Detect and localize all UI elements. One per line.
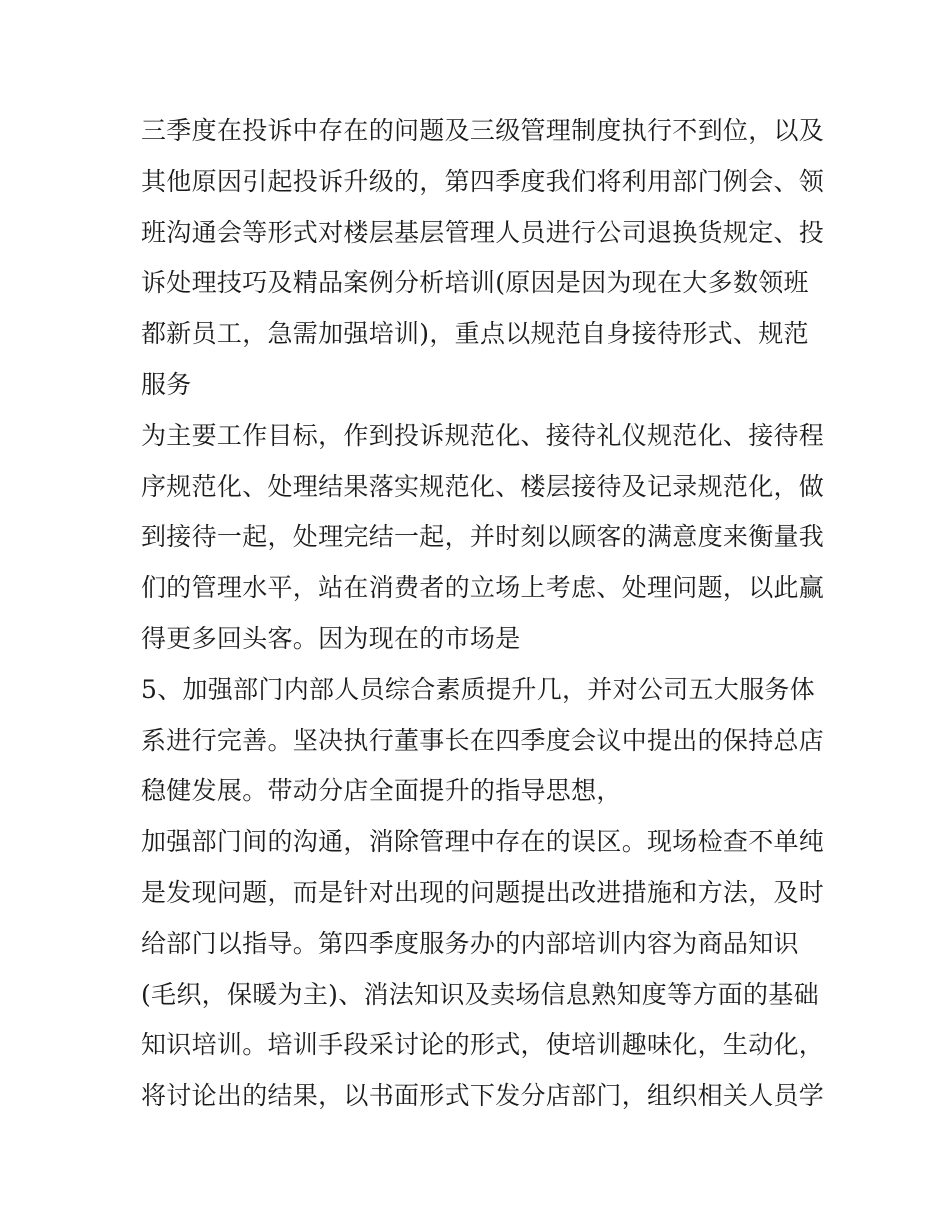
text-line: 班沟通会等形式对楼层基层管理人员进行公司退换货规定、投 [141,217,825,247]
text-line: 到接待一起，处理完结一起，并时刻以顾客的满意度来衡量我 [141,522,825,552]
body-text [141,106,831,1122]
text-line: 们的管理水平，站在消费者的立场上考虑、处理问题，以此赢 [141,573,825,603]
text-line: 诉处理技巧及精品案例分析培训(原因是因为现在大多数领班 [141,268,809,298]
text-line: 系进行完善。坚决执行董事长在四季度会议中提出的保持总店 [141,725,825,755]
text-line: 为主要工作目标，作到投诉规范化、接待礼仪规范化、接待程 [141,420,825,450]
text-line: 知识培训。培训手段采讨论的形式，使培训趣味化，生动化， [141,1030,825,1060]
text-line: 都新员工，急需加强培训)，重点以规范自身接待形式、规范 [141,319,809,349]
text-line: 给部门以指导。第四季度服务办的内部培训内容为商品知识 [141,928,799,958]
text-line: 其他原因引起投诉升级的，第四季度我们将利用部门例会、领 [141,166,825,196]
text-line: 得更多回头客。因为现在的市场是 [141,623,521,653]
text-line: 三季度在投诉中存在的问题及三级管理制度执行不到位，以及 [141,116,825,145]
text-line: 序规范化、处理结果落实规范化、楼层接待及记录规范化，做 [141,471,825,501]
text-line: 加强部门间的沟通，消除管理中存在的误区。现场检查不单纯 [141,827,825,857]
text-line: 5、加强部门内部人员综合素质提升几，并对公司五大服务体 [141,674,816,704]
text-line: 稳健发展。带动分店全面提升的指导思想， [141,776,622,806]
text-line: 是发现问题，而是针对出现的问题提出改进措施和方法，及时 [141,877,825,907]
text-line: 将讨论出的结果，以书面形式下发分店部门，组织相关人员学 [141,1081,825,1111]
text-line: (毛织，保暖为主)、消法知识及卖场信息熟知度等方面的基础 [141,979,819,1009]
text-line: 服务 [141,369,192,399]
